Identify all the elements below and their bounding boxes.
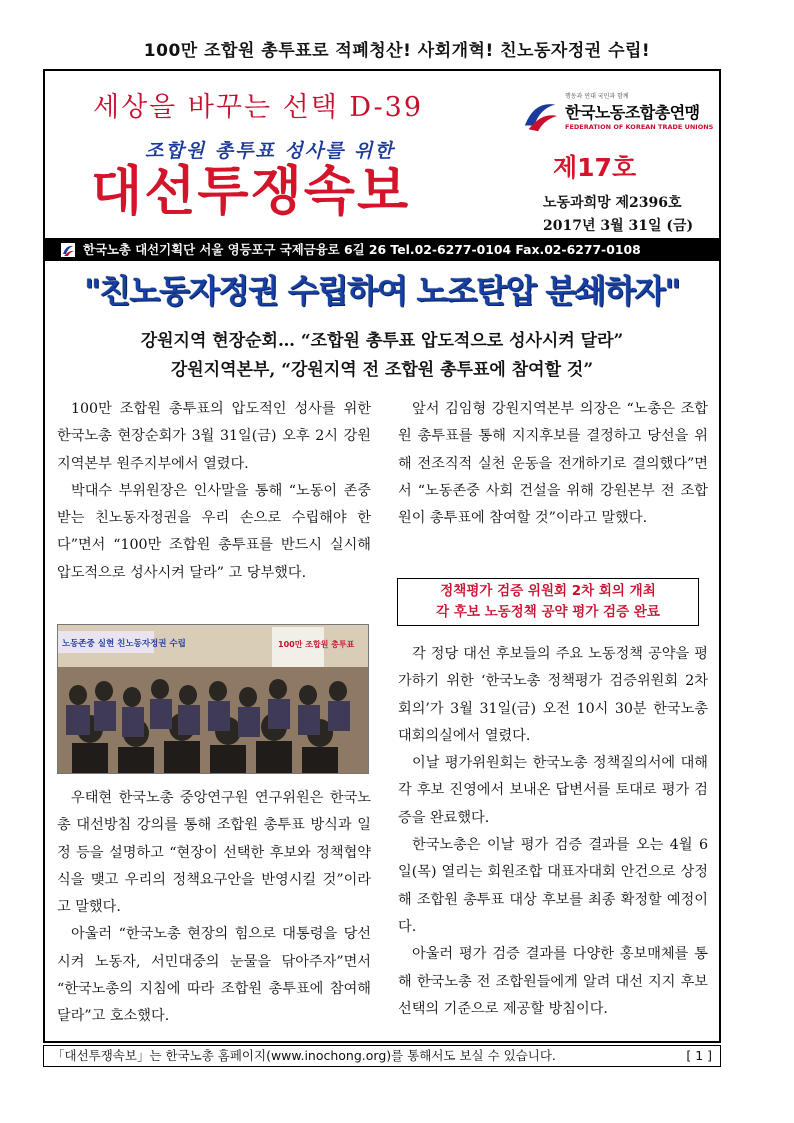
logo-name: 한국노동조합총연맹 [565, 103, 700, 122]
paragraph: 한국노총은 이날 평가 검증 결과를 오는 4월 6일(목) 열리는 회원조합 대표자대회 안건으로 상정해 조합원 총투표 대상 후보를 최종 확정할 예정이다. [398, 837, 708, 935]
footer [43, 1045, 721, 1067]
fktu-logo-icon [521, 97, 559, 135]
article-left-bottom [57, 785, 371, 1031]
masthead [45, 71, 719, 236]
article-right-bottom [398, 641, 708, 1023]
headline: "친노동자정권 수립하여 노조탄압 분쇄하자" [84, 272, 680, 310]
paragraph: 이날 평가위원회는 한국노총 정책질의서에 대해 각 후보 진영에서 보내온 답변서를 토대로 평가 검증을 완료했다. [398, 755, 708, 826]
event-photo-image [58, 625, 368, 773]
deck-line-2: 강원지역본부, “강원지역 전 조합원 총투표에 참여할 것” [170, 360, 594, 380]
deck-line-1: 강원지역 현장순회… “조합원 총투표 압도적으로 성사시켜 달라” [140, 331, 624, 351]
paragraph: 박대수 부위원장은 인사말을 통해 “노동이 존중받는 친노동자정권을 우리 손으로 수립해야 한다”면서 “100만 조합원 총투표를 반드시 실시해 압도적으로 성사시켜 달라” 고 당부했다. [57, 482, 371, 581]
page-number: [ 1 ] [686, 1048, 712, 1063]
publication-date: 2017년 3월 31일 (금) [543, 218, 694, 234]
main-title: 대선투쟁속보 [91, 161, 411, 222]
photo-banner-text: 노동존중 실현 친노동자정권 수립 [62, 639, 186, 649]
event-photo [57, 624, 369, 774]
footer-text: 「대선투쟁속보」는 한국노총 홈페이지(www.inochong.org)를 통해서도 보실 수 있습니다. [52, 1048, 556, 1063]
paragraph: 아울러 “한국노총 현장의 힘으로 대통령을 당선시켜 노동자, 서민대중의 눈물을 닦아주자”면서 “한국노총의 지침에 따라 조합원 총투표에 참여해 달라”고 호소했다. [57, 926, 371, 1025]
boxed-subheading-line-1: 정책평가 검증 위원회 2차 회의 개최 [440, 583, 656, 599]
paragraph: 각 정당 대선 후보들의 주요 노동정책 공약을 평가하기 위한 ‘한국노총 정책평가 검증위원회 2차 회의’가 3월 31일(금) 오전 10시 30분 한국노총 대회의실에서 열렸다. [398, 646, 708, 744]
fktu-logo [517, 89, 717, 144]
logo-tagline: 행동과 연대 국민과 함께 [565, 93, 629, 100]
paragraph: 아울러 평가 검증 결과를 다양한 홍보매체를 통해 한국노총 전 조합원들에게 알려 대선 지지 후보 선택의 기준으로 제공할 방침이다. [398, 946, 708, 1017]
photo-screen-text: 100만 조합원 총투표 [278, 640, 355, 649]
fktu-logo-icon [61, 243, 75, 257]
sub-title: 조합원 총투표 성사를 위한 [145, 140, 395, 162]
logo-english: FEDERATION OF KOREAN TRADE UNIONS [565, 123, 714, 131]
contact-info-bar [45, 238, 719, 261]
issue-number: 제17호 [553, 153, 637, 182]
top-slogan: 100만 조합원 총투표로 적폐청산! 사회개혁! 친노동자정권 수립! [143, 41, 651, 61]
dday-counter: 세상을 바꾸는 선택 D-39 [93, 92, 424, 123]
paragraph: 우태현 한국노총 중앙연구원 연구위원은 한국노총 대선방침 강의를 통해 조합원 총투표 방식과 일정 등을 설명하고 “현장이 선택한 후보와 정책협약식을 맺고 우리의 정책요구안을 반영시킬 것”이라고 말했다. [57, 790, 371, 916]
article-right-top [398, 396, 708, 532]
paragraph: 100만 조합원 총투표의 압도적인 성사를 위한 한국노총 현장순회가 3월 31일(금) 오후 2시 강원지역본부 원주지부에서 열렸다. [57, 401, 371, 472]
publication-name: 노동과희망 제2396호 [543, 195, 682, 211]
newsletter-frame [43, 69, 721, 1043]
boxed-subheading-line-2: 각 후보 노동정책 공약 평가 검증 완료 [436, 604, 660, 620]
article-left-top [57, 396, 371, 587]
paragraph: 앞서 김임형 강원지역본부 의장은 “노총은 조합원 총투표를 통해 지지후보를 결정하고 당선을 위해 전조직적 실천 운동을 전개하기로 결의했다”면서 “노동존중 사회 건설을 위해 강원본부 전 조합원이 총투표에 참여할 것”이라고 말했다. [398, 401, 708, 527]
contact-info-text: 한국노총 대선기획단 서울 영등포구 국제금융로 6길 26 Tel.02-6277-0104 Fax.02-6277-0108 [83, 242, 641, 257]
boxed-subheading [397, 578, 699, 626]
